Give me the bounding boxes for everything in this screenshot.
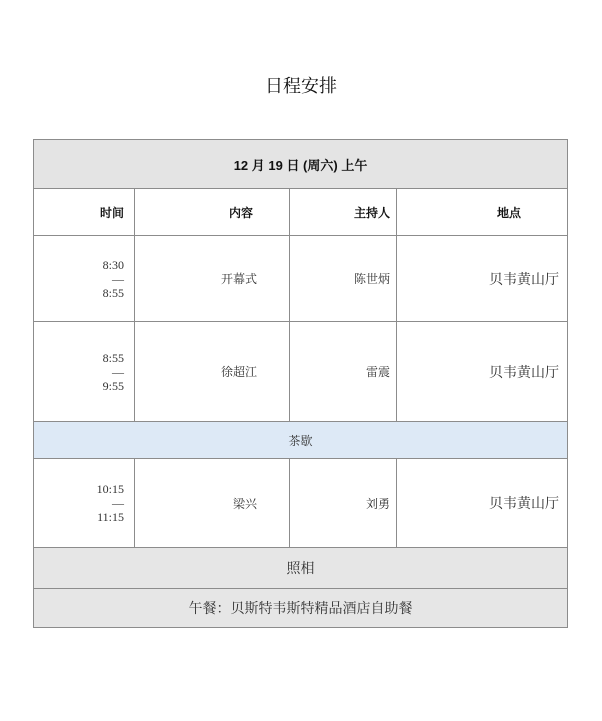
tea-break-label: 茶歇 (34, 422, 568, 459)
venue-cell: 贝韦黄山厅 (397, 322, 568, 422)
date-row (34, 140, 568, 189)
table-row (34, 459, 568, 548)
content-cell: 徐超江 (135, 322, 290, 422)
time-start: 8:55 (102, 350, 124, 365)
table-row (34, 236, 568, 322)
time-start: 8:30 (102, 257, 124, 272)
host-cell: 陈世炳 (290, 236, 397, 322)
time-end: 11:15 (97, 510, 124, 524)
schedule-table (33, 139, 568, 628)
venue-cell: 贝韦黄山厅 (397, 236, 568, 322)
venue-cell: 贝韦黄山厅 (397, 459, 568, 548)
content-cell: 开幕式 (135, 236, 290, 322)
time-cell (34, 459, 135, 548)
lunch-label: 午餐：贝斯特韦斯特精品酒店自助餐 (34, 589, 568, 628)
time-cell (34, 236, 135, 322)
photo-label: 照相 (34, 548, 568, 589)
tea-break-row (34, 422, 568, 459)
lunch-row (34, 589, 568, 628)
time-start: 10:15 (96, 482, 124, 496)
host-cell: 雷震 (290, 322, 397, 422)
page-title: 日程安排 (265, 76, 337, 96)
header-content: 内容 (135, 189, 290, 236)
content-cell: 梁兴 (135, 459, 290, 548)
date-heading: 12 月 19 日 (周六) 上午 (34, 140, 568, 189)
host-cell: 刘勇 (290, 459, 397, 548)
header-host: 主持人 (290, 189, 397, 236)
header-time: 时间 (34, 189, 135, 236)
photo-row (34, 548, 568, 589)
time-end: 9:55 (102, 378, 124, 393)
header-row (34, 189, 568, 236)
time-cell (34, 322, 135, 422)
header-venue: 地点 (397, 189, 568, 236)
table-row (34, 322, 568, 422)
time-dash: — (112, 364, 124, 379)
time-dash: — (112, 496, 124, 510)
time-end: 8:55 (102, 285, 124, 300)
time-dash: — (112, 271, 124, 286)
